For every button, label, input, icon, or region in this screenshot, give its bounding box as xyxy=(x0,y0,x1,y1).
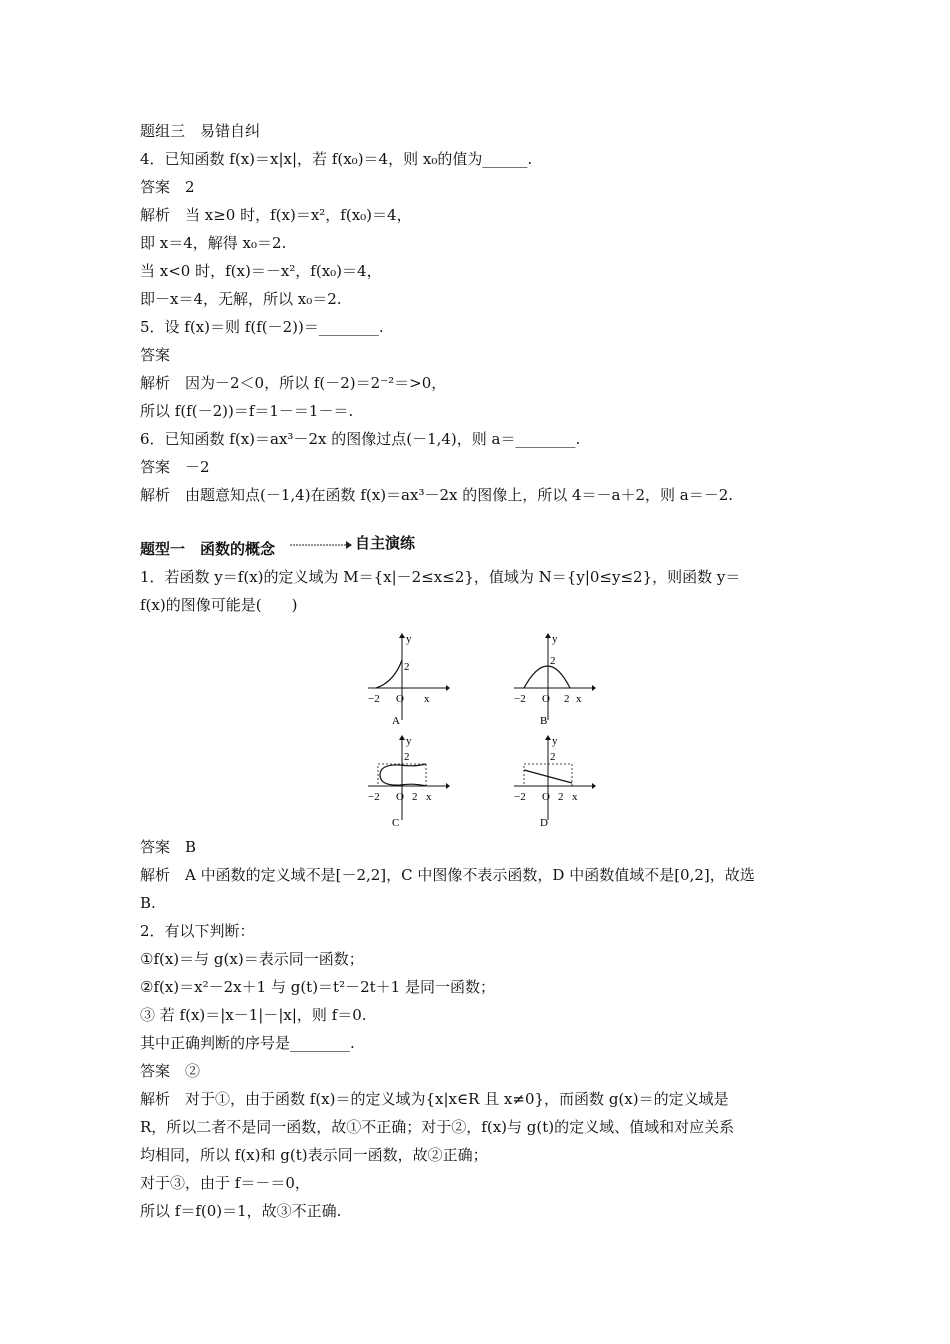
analysis-4-line: 即－x＝4，无解，所以 x₀＝2. xyxy=(140,290,342,308)
origin-label: O xyxy=(396,693,404,705)
answer-p2: 答案 ② xyxy=(140,1062,201,1080)
answer-p1: 答案 B xyxy=(140,838,197,856)
arrow-icon xyxy=(290,536,352,550)
tick-label: −2 xyxy=(514,791,526,803)
graph-c xyxy=(366,734,450,830)
graph-a-label: A xyxy=(392,715,400,726)
analysis-p2-line: 所以 f＝f(0)＝1，故③不正确. xyxy=(140,1202,342,1220)
tick-label: 2 xyxy=(558,791,564,803)
problem-1-question: 1．若函数 y＝f(x)的定义域为 M＝{x|－2≤x≤2}，值域为 N＝{y|0≤y≤2}，则函数 y＝ xyxy=(140,568,741,586)
question-6: 6．已知函数 f(x)＝ax³－2x 的图像过点(－1,4)，则 a＝________. xyxy=(140,430,581,448)
section-title: 题型一 函数的概念 xyxy=(140,540,276,558)
y-axis-label: y xyxy=(552,735,558,747)
origin-label: O xyxy=(542,693,550,705)
tick-label: −2 xyxy=(514,693,526,705)
y-axis-label: y xyxy=(552,633,558,645)
graph-d xyxy=(512,734,596,830)
x-axis-label: x xyxy=(424,693,430,705)
analysis-p1: B. xyxy=(140,894,156,912)
tick-label: −2 xyxy=(368,791,380,803)
answer-4: 答案 2 xyxy=(140,178,195,196)
graph-b xyxy=(512,630,596,726)
answer-6: 答案 －2 xyxy=(140,458,210,476)
x-axis-label: x xyxy=(576,693,582,705)
analysis-p2-line: 均相同，所以 f(x)和 g(t)表示同一函数，故②正确； xyxy=(140,1146,488,1164)
tick-label: 2 xyxy=(564,693,570,705)
problem-2-question: 2．有以下判断： xyxy=(140,922,255,940)
tick-label: −2 xyxy=(368,693,380,705)
section-header-error-correction: 题组三 易错自纠 xyxy=(140,122,261,140)
problem-2-item: ③ 若 f(x)＝|x－1|－|x|，则 f＝0. xyxy=(140,1006,367,1024)
x-axis-label: x xyxy=(572,791,578,803)
tick-label: 2 xyxy=(412,791,418,803)
problem-2-prompt: 其中正确判断的序号是________. xyxy=(140,1034,355,1052)
graph-b-label: B xyxy=(540,715,548,726)
tick-label: 2 xyxy=(550,751,556,763)
origin-label: O xyxy=(396,791,404,803)
graph-a xyxy=(366,630,450,726)
analysis-5-line: 解析 因为－2＜0，所以 f(－2)＝2⁻²＝>0， xyxy=(140,374,447,392)
graph-d-label: D xyxy=(540,817,548,829)
tick-label: 2 xyxy=(550,655,556,667)
analysis-5-line: 所以 f(f(－2))＝f＝1－＝1－＝. xyxy=(140,402,354,420)
tick-label: 2 xyxy=(404,751,410,763)
analysis-6: 解析 由题意知点(－1,4)在函数 f(x)＝ax³－2x 的图像上，所以 4＝－a＋2，则 a＝－2. xyxy=(140,486,734,504)
x-axis-label: x xyxy=(426,791,432,803)
analysis-p2-line: 解析 对于①，由于函数 f(x)＝的定义域为{x|x∈R 且 x≠0}，而函数 g(x)＝的定义域是 xyxy=(140,1090,729,1108)
analysis-4-line: 当 x<0 时，f(x)＝－x²，f(x₀)＝4， xyxy=(140,262,382,280)
graph-c-label: C xyxy=(392,817,400,829)
tick-label: 2 xyxy=(404,661,410,673)
section-header-function-concept xyxy=(140,534,416,560)
section-tag: 自主演练 xyxy=(355,534,416,552)
problem-1-question: f(x)的图像可能是( ) xyxy=(140,596,298,614)
analysis-p2-line: R，所以二者不是同一函数，故①不正确；对于②，f(x)与 g(t)的定义域、值域和对应关系 xyxy=(140,1118,735,1136)
analysis-4-line: 即 x＝4，解得 x₀＝2. xyxy=(140,234,287,252)
question-4: 4．已知函数 f(x)＝x|x|，若 f(x₀)＝4，则 x₀的值为______. xyxy=(140,150,533,168)
analysis-p2-line: 对于③，由于 f＝－＝0， xyxy=(140,1174,310,1192)
analysis-4-line: 解析 当 x≥0 时，f(x)＝x²，f(x₀)＝4， xyxy=(140,206,412,224)
y-axis-label: y xyxy=(406,633,412,645)
origin-label: O xyxy=(542,791,550,803)
problem-2-item: ①f(x)＝与 g(x)＝表示同一函数； xyxy=(140,950,364,968)
problem-2-item: ②f(x)＝x²－2x＋1 与 g(t)＝t²－2t＋1 是同一函数； xyxy=(140,978,495,996)
answer-5: 答案 xyxy=(140,346,171,364)
y-axis-label: y xyxy=(406,735,412,747)
question-5: 5．设 f(x)＝则 f(f(－2))＝________. xyxy=(140,318,384,336)
analysis-p1: 解析 A 中函数的定义域不是[－2,2]，C 中图像不表示函数，D 中函数值域不是[0,2]，故选 xyxy=(140,866,755,884)
